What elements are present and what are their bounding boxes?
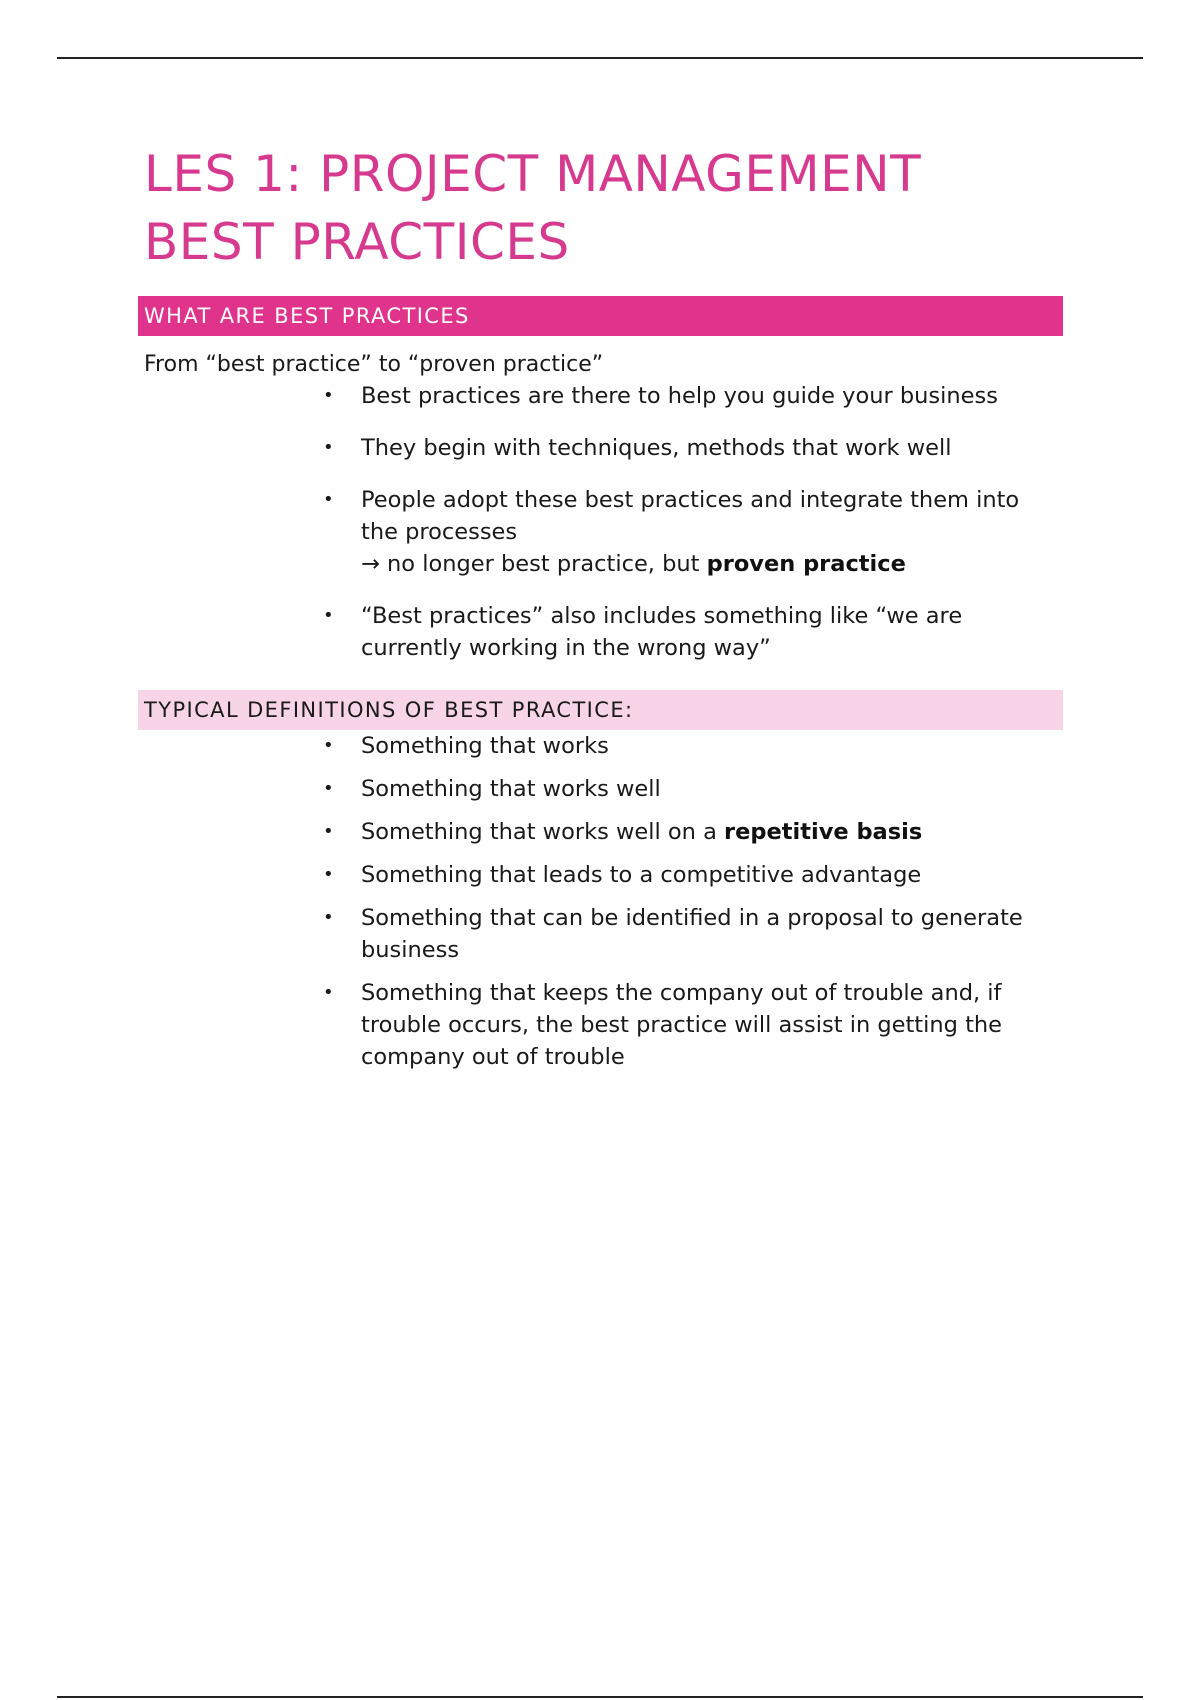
list-item <box>323 600 1063 664</box>
list-item <box>323 484 1063 580</box>
list-item-text: Something that works well <box>361 776 661 802</box>
best-practices-list <box>138 380 1063 664</box>
list-item <box>323 432 1063 464</box>
list-item-text: Something that leads to a competitive advantage <box>361 862 922 888</box>
bullet-dot: • <box>323 385 334 406</box>
subline-bold-text: proven practice <box>706 551 906 577</box>
bullet-dot: • <box>323 605 334 626</box>
bullet-dot: • <box>323 864 334 885</box>
page-title-line-2: BEST PRACTICES <box>144 213 570 271</box>
list-item-text: “Best practices” also includes something like “we are currently working in the wrong way” <box>361 603 963 661</box>
list-item-text: Something that works <box>361 733 609 759</box>
top-rule <box>57 57 1143 59</box>
list-item-text: Something that works well on a <box>361 819 725 845</box>
bottom-rule <box>57 1696 1143 1698</box>
bullet-dot: • <box>323 907 334 928</box>
definitions-list <box>138 730 1063 1073</box>
list-item <box>323 859 1063 891</box>
subline-text: no longer best practice, but <box>379 551 707 577</box>
list-item <box>323 730 1063 762</box>
bullet-dot: • <box>323 821 334 842</box>
section-intro: From “best practice” to “proven practice” <box>144 352 604 377</box>
list-item-text: Something that keeps the company out of trouble and, if trouble occurs, the best practice will assist in getting the company out of trouble <box>361 980 1002 1070</box>
arrow-right-icon: → <box>361 551 380 577</box>
section-heading-what-are-best-practices: WHAT ARE BEST PRACTICES <box>138 296 1063 336</box>
page-title-line-1: LES 1: PROJECT MANAGEMENT <box>144 145 922 203</box>
page-title <box>144 140 1063 276</box>
bullet-dot: • <box>323 778 334 799</box>
list-item <box>323 773 1063 805</box>
list-item <box>323 816 1063 848</box>
bullet-dot: • <box>323 489 334 510</box>
bullet-dot: • <box>323 735 334 756</box>
list-item <box>323 380 1063 412</box>
list-item <box>323 977 1063 1073</box>
list-item-bold-text: repetitive basis <box>724 819 923 845</box>
list-item <box>323 902 1063 966</box>
bullet-dot: • <box>323 437 334 458</box>
list-item-text: Something that can be identified in a proposal to generate business <box>361 905 1023 963</box>
list-item-text: People adopt these best practices and integrate them into the processes <box>361 487 1020 545</box>
list-item-text: Best practices are there to help you guide your business <box>361 383 998 409</box>
section-heading-typical-definitions: TYPICAL DEFINITIONS OF BEST PRACTICE: <box>138 690 1063 730</box>
list-item-subline <box>361 548 1063 580</box>
bullet-dot: • <box>323 982 334 1003</box>
page-content <box>138 140 1063 1084</box>
list-item-text: They begin with techniques, methods that work well <box>361 435 952 461</box>
